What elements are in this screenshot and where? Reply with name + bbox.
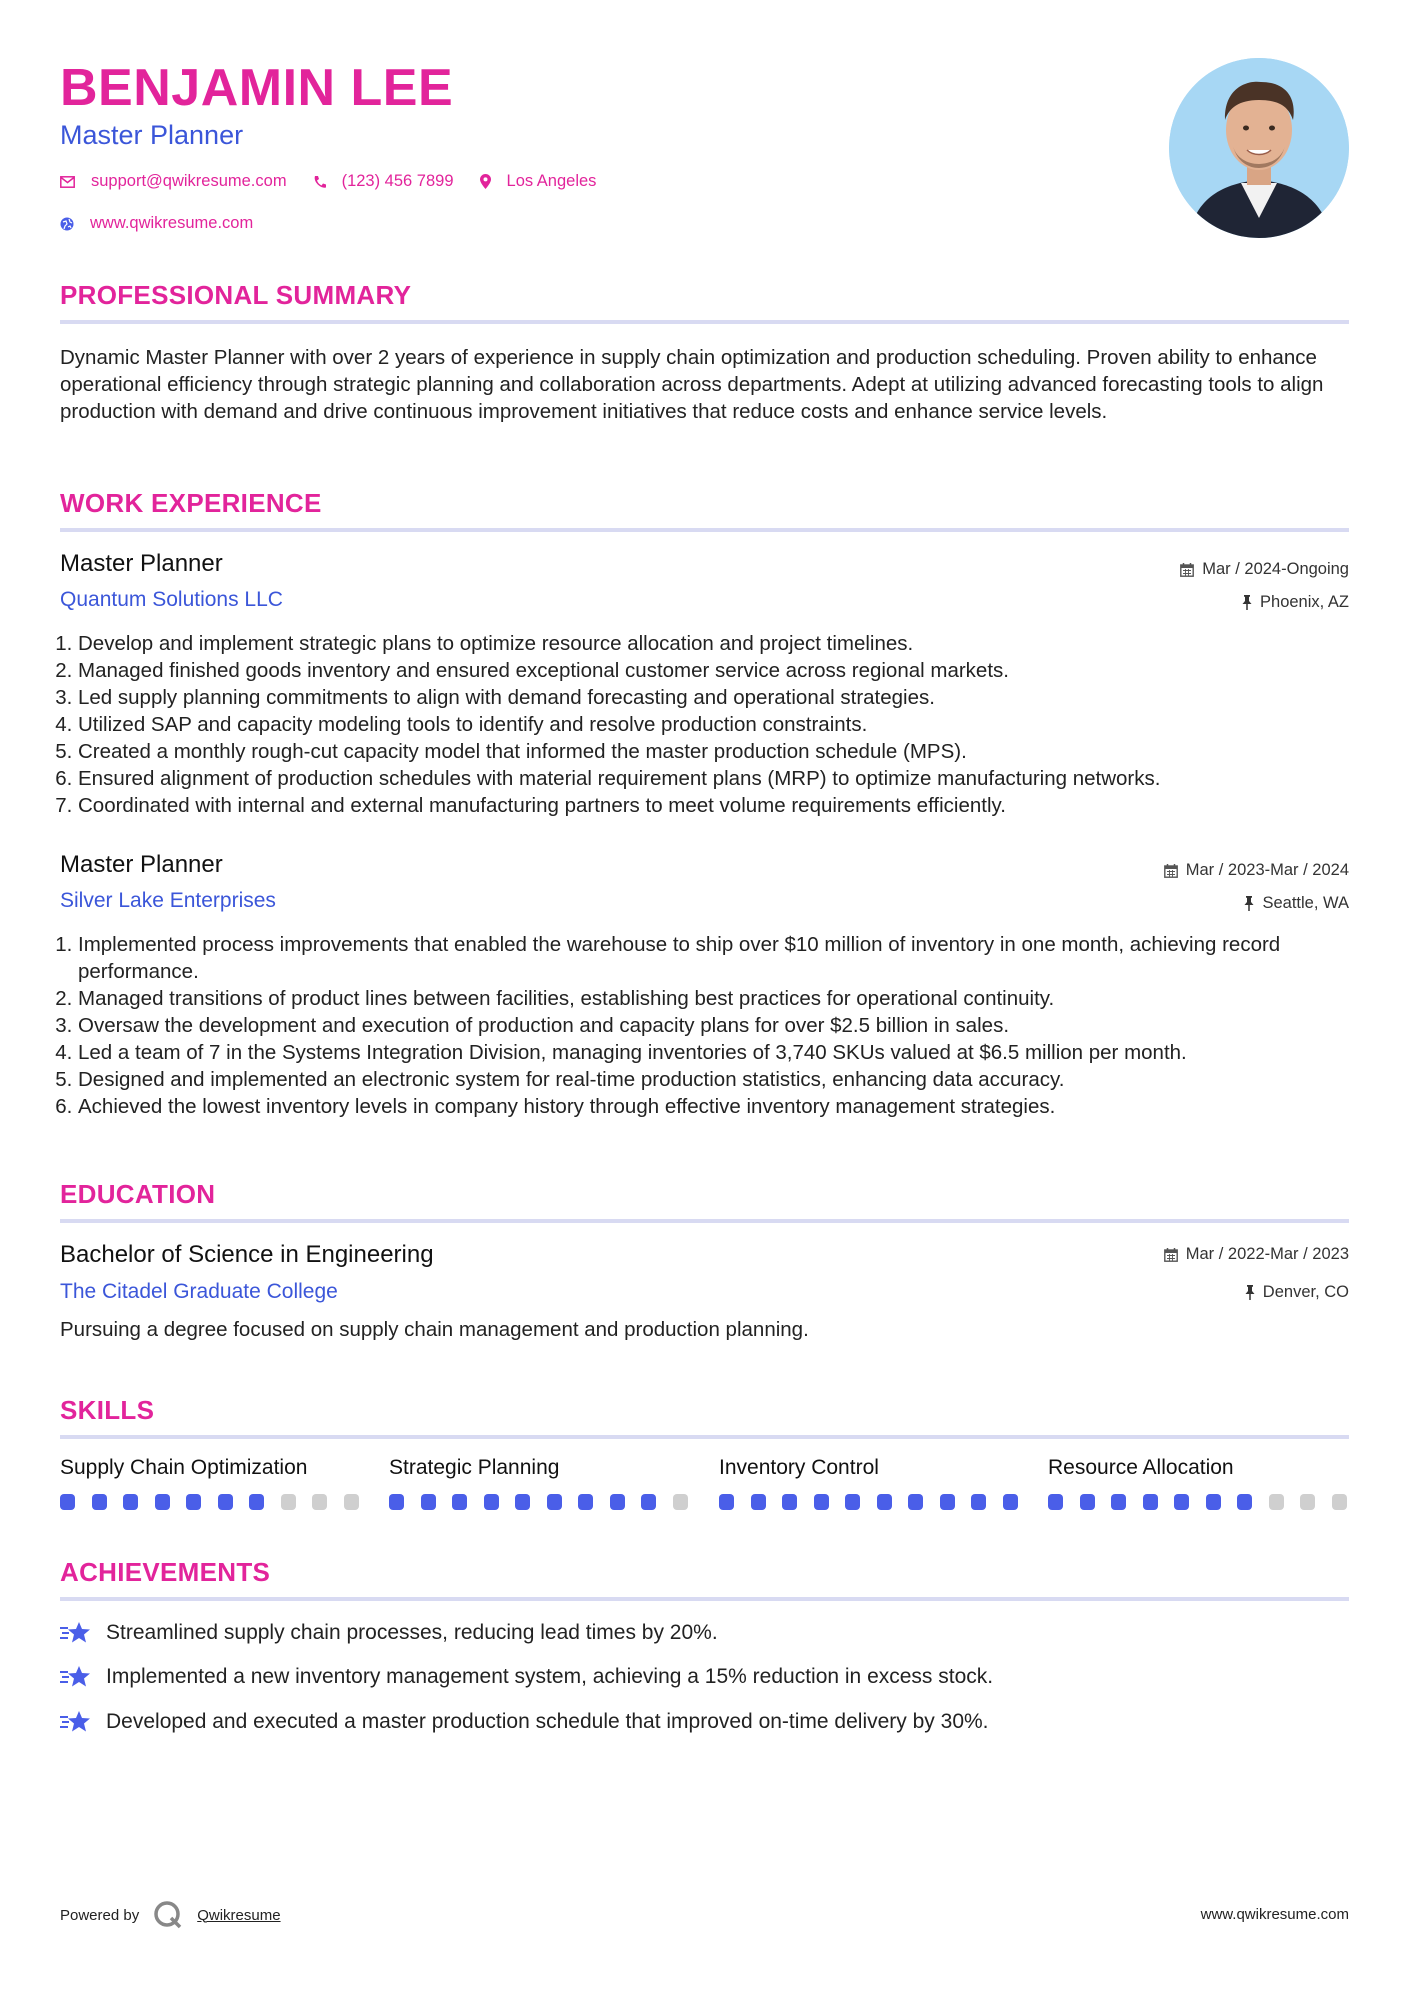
contact-website[interactable]	[60, 214, 253, 233]
job-location	[1242, 593, 1349, 612]
job-location-text: Seattle, WA	[1262, 894, 1349, 912]
skill-name: Resource Allocation	[1048, 1456, 1234, 1479]
section-divider	[60, 528, 1349, 532]
skill-name: Inventory Control	[719, 1456, 879, 1479]
rating-dot-filled	[1143, 1494, 1158, 1510]
skill-rating	[389, 1494, 704, 1510]
rating-dot-filled	[1206, 1494, 1221, 1510]
section-title-education: EDUCATION	[60, 1179, 216, 1209]
list-item: 2. Managed finished goods inventory and ensured exceptional customer service across regional markets.	[78, 657, 1367, 684]
rating-dot-filled	[641, 1494, 656, 1510]
list-item: 2. Managed transitions of product lines between facilities, establishing best practices for operational continuity.	[78, 985, 1367, 1012]
job-bullets	[60, 630, 1367, 819]
rating-dot-filled	[155, 1494, 170, 1510]
website-text: www.qwikresume.com	[90, 214, 254, 232]
achievement-text: Streamlined supply chain processes, reducing lead times by 20%.	[106, 1621, 718, 1644]
list-item: 7. Coordinated with internal and external manufacturing partners to meet volume requirements efficiently.	[78, 792, 1367, 819]
contact-row-2	[60, 214, 279, 233]
rating-dot-filled	[1003, 1494, 1018, 1510]
rating-dot-filled	[1174, 1494, 1189, 1510]
rating-dot-filled	[515, 1494, 530, 1510]
section-divider	[60, 1435, 1349, 1439]
calendar-icon	[1164, 864, 1178, 878]
pin-icon	[1245, 1285, 1255, 1300]
skill-name: Strategic Planning	[389, 1456, 560, 1479]
rating-dot-filled	[123, 1494, 138, 1510]
profile-photo	[1169, 58, 1349, 238]
rating-dot-filled	[218, 1494, 233, 1510]
rating-dot-filled	[1111, 1494, 1126, 1510]
rating-dot-filled	[1237, 1494, 1252, 1510]
list-item: 6. Achieved the lowest inventory levels in company history through effective inventory management strategies.	[78, 1093, 1367, 1120]
rating-dot-empty	[281, 1494, 296, 1510]
rating-dot-filled	[751, 1494, 766, 1510]
list-item: 6. Ensured alignment of production schedules with material requirement plans (MRP) to optimize manufacturing networks.	[78, 765, 1367, 792]
phone-text: (123) 456 7899	[341, 172, 454, 190]
section-title-summary: PROFESSIONAL SUMMARY	[60, 280, 412, 310]
skill-name: Supply Chain Optimization	[60, 1456, 308, 1479]
rating-dot-filled	[578, 1494, 593, 1510]
contact-row	[60, 172, 622, 191]
rating-dot-filled	[610, 1494, 625, 1510]
rating-dot-filled	[484, 1494, 499, 1510]
achievement-item	[60, 1664, 993, 1690]
rating-dot-filled	[782, 1494, 797, 1510]
job-dates-text: Mar / 2024-Ongoing	[1202, 560, 1349, 578]
rating-dot-filled	[845, 1494, 860, 1510]
rating-dot-empty	[1332, 1494, 1347, 1510]
rating-dot-filled	[60, 1494, 75, 1510]
rating-dot-filled	[186, 1494, 201, 1510]
rating-dot-empty	[1300, 1494, 1315, 1510]
footer-brand-link[interactable]: Qwikresume	[197, 1906, 281, 1924]
mail-icon	[60, 176, 75, 188]
section-title-skills: SKILLS	[60, 1395, 155, 1425]
list-item: 4. Led a team of 7 in the Systems Integration Division, managing inventories of 3,740 SKUs valued at $6.5 million per month.	[78, 1039, 1367, 1066]
education-description: Pursuing a degree focused on supply chain management and production planning.	[60, 1318, 809, 1341]
summary-text: Dynamic Master Planner with over 2 years of experience in supply chain optimization and production scheduling. Proven ability to enhance operational efficiency through strategic planning and collaboration across departments. Adept at utilizing advanced forecasting tools to align production with demand and drive continuous improvement initiatives that reduce costs and enhance service levels.	[60, 346, 1324, 423]
list-item: 5. Created a monthly rough-cut capacity model that informed the master production schedule (MPS).	[78, 738, 1367, 765]
skill-rating	[1048, 1494, 1363, 1510]
rating-dot-filled	[389, 1494, 404, 1510]
rating-dot-empty	[312, 1494, 327, 1510]
section-divider	[60, 320, 1349, 324]
rating-dot-filled	[249, 1494, 264, 1510]
rating-dot-filled	[92, 1494, 107, 1510]
skill-item	[389, 1456, 689, 1480]
skill-rating	[60, 1494, 375, 1510]
achievement-text: Implemented a new inventory management system, achieving a 15% reduction in excess stock.	[106, 1665, 994, 1688]
job-location	[1244, 894, 1349, 913]
skill-item	[719, 1456, 1019, 1480]
section-title-achievements: ACHIEVEMENTS	[60, 1557, 271, 1587]
pin-icon	[1242, 595, 1252, 610]
achievement-text: Developed and executed a master production schedule that improved on-time delivery by 30%.	[106, 1710, 989, 1733]
map-marker-icon	[480, 174, 491, 189]
list-item: 5. Designed and implemented an electronic system for real-time production statistics, enhancing data accuracy.	[78, 1066, 1367, 1093]
contact-location	[480, 172, 597, 191]
skill-item	[60, 1456, 360, 1480]
footer-powered-by	[60, 1900, 281, 1930]
job-company: Silver Lake Enterprises	[60, 889, 276, 912]
list-item: 4. Utilized SAP and capacity modeling tools to identify and resolve production constraints.	[78, 711, 1367, 738]
rating-dot-filled	[908, 1494, 923, 1510]
education-dates	[1164, 1245, 1349, 1264]
list-item: 1. Develop and implement strategic plans to optimize resource allocation and project timelines.	[78, 630, 1367, 657]
contact-email[interactable]	[60, 172, 287, 191]
list-item: 3. Led supply planning commitments to align with demand forecasting and operational strategies.	[78, 684, 1367, 711]
job-bullets	[60, 931, 1367, 1120]
footer-site[interactable]: www.qwikresume.com	[1200, 1906, 1349, 1923]
rating-dot-filled	[971, 1494, 986, 1510]
candidate-name: BENJAMIN LEE	[60, 59, 454, 117]
qwikresume-logo-icon	[153, 1900, 183, 1930]
phone-icon	[313, 175, 326, 189]
job-dates	[1180, 560, 1349, 579]
section-divider	[60, 1597, 1349, 1601]
rating-dot-filled	[452, 1494, 467, 1510]
list-item: 1. Implemented process improvements that enabled the warehouse to ship over $10 million of inventory in one month, achieving record performance.	[78, 931, 1367, 985]
job-location-text: Phoenix, AZ	[1260, 593, 1349, 611]
star-icon	[60, 1620, 92, 1646]
job-dates-text: Mar / 2023-Mar / 2024	[1185, 861, 1349, 879]
list-item: 3. Oversaw the development and execution of production and capacity plans for over $2.5 billion in sales.	[78, 1012, 1367, 1039]
calendar-icon	[1164, 1248, 1178, 1262]
rating-dot-filled	[719, 1494, 734, 1510]
star-icon	[60, 1709, 92, 1735]
star-icon	[60, 1664, 92, 1690]
achievement-item	[60, 1709, 989, 1735]
rating-dot-filled	[1080, 1494, 1095, 1510]
rating-dot-empty	[344, 1494, 359, 1510]
education-location-text: Denver, CO	[1262, 1283, 1349, 1301]
section-divider	[60, 1219, 1349, 1223]
education-dates-text: Mar / 2022-Mar / 2023	[1185, 1245, 1349, 1263]
job-dates	[1164, 861, 1349, 880]
skill-item	[1048, 1456, 1348, 1480]
candidate-role: Master Planner	[60, 120, 244, 150]
email-text: support@qwikresume.com	[91, 172, 287, 190]
rating-dot-filled	[421, 1494, 436, 1510]
job-title: Master Planner	[60, 550, 223, 577]
education-degree: Bachelor of Science in Engineering	[60, 1241, 434, 1268]
location-text: Los Angeles	[506, 172, 597, 190]
section-title-experience: WORK EXPERIENCE	[60, 488, 322, 518]
rating-dot-filled	[940, 1494, 955, 1510]
education-school: The Citadel Graduate College	[60, 1280, 338, 1303]
rating-dot-filled	[1048, 1494, 1063, 1510]
job-title: Master Planner	[60, 851, 223, 878]
powered-by-text: Powered by	[60, 1906, 140, 1924]
job-company: Quantum Solutions LLC	[60, 588, 283, 611]
rating-dot-empty	[673, 1494, 688, 1510]
rating-dot-empty	[1269, 1494, 1284, 1510]
rating-dot-filled	[547, 1494, 562, 1510]
pin-icon	[1244, 896, 1254, 911]
globe-icon	[60, 217, 74, 231]
skill-rating	[719, 1494, 1034, 1510]
calendar-icon	[1180, 563, 1194, 577]
education-location	[1245, 1283, 1349, 1302]
contact-phone[interactable]	[313, 172, 454, 191]
rating-dot-filled	[814, 1494, 829, 1510]
achievement-item	[60, 1620, 718, 1646]
rating-dot-filled	[877, 1494, 892, 1510]
